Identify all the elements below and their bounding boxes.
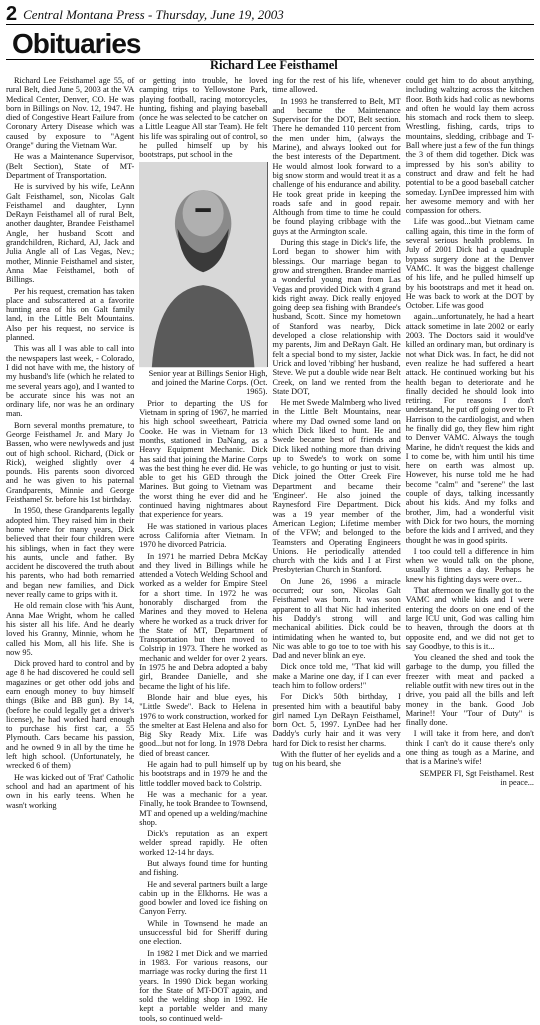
- paragraph: Life was good...but Vietnam came calling again, this time in the form of several serious health problems. In July of 2001 Dick had a quadruple bypass surgery done at the Denver VAMC. It was the biggest challenge of his life, and he pulled himself up by his bootstraps and met it head on. He was back to work at the DOT by October. Life was good: [405, 217, 534, 311]
- article-column-1: [6, 76, 134, 828]
- paragraph: I too could tell a difference in him when we would talk on the phone, usually 3 times a day. Perhaps he knew his fighting days were over...: [405, 546, 534, 584]
- paragraph: While in Townsend he made an unsuccessful bid for Sheriff during one election.: [139, 918, 268, 947]
- paragraph: He and several partners built a large cabin up in the Elkhorns. He was a good bowler and loved ice fishing on Canyon Ferry.: [139, 879, 268, 917]
- page-number: 2: [6, 3, 18, 25]
- paragraph: ing for the rest of his life, whenever time allowed.: [272, 76, 401, 95]
- paragraph: He met Swede Malmberg who lived in the Little Belt Mountains, near where my Dad owned some land on which Dick liked to hunt. He and Swede became best of friends and Dick liked nothing more than driving up to Swede's to work on some vehicle, to go hunting or just to visit. Dick joined the Otter Creek Fire Department and became their 'Engineer'. He also joined the Raynesford Fire Department. Dick was a 19 year member of the American Legion; Lifetime member of the VFW; and belonged to the Teamsters and Operating Engineers Unions. He periodically attended church with the kids and I at First Presbyterian Church in Stanford.: [272, 398, 401, 575]
- masthead-line: Central Montana Press - Thursday, June 19, 2003: [23, 7, 284, 22]
- paragraph: In 1993 he transferred to Belt, MT and became the Maintenance Supervisor for the DOT, Belt section. There he demanded 110 percent from the men under him, (always the Marine), and always looked out for the best interests of the Department. He would almost look forward to a big snow storm and would treat it as a challenge of his endurance and ability. He took great pride in keeping the roads safe and in good repair. Although from time to time he could be found playing cribbage with the guys at the Armington scale.: [272, 96, 401, 236]
- signature-line: SEMPER FI, Sgt Feisthamel. Rest in peace...: [419, 768, 534, 787]
- paragraph: You cleaned the shed and took the garbage to the dump, you filled the freezer with meat and packed a reliable outfit with new tires out in the drive, you paid all the bills and left money in the bank. Good Job Marine!! Your "Tour of Duty" is finally done.: [405, 653, 534, 728]
- paragraph: On June 26, 1996 a miracle occurred; our son, Nicolas Galt Feisthamel was born. It was soon apparent to all that Nic had inherited his Daddy's strong will and mechanical abilities. Dick could be intimidating when he wanted to, but Nic was able to go toe to toe with his Dad and never blink an eye.: [272, 576, 401, 661]
- paragraph: Dick once told me, "That kid will make a Marine one day, if I can ever teach him to follow orders!": [272, 662, 401, 690]
- section-banner: [6, 29, 534, 60]
- paragraph: He again had to pull himself up by his bootstraps and in 1979 he and the little toddler moved back to Colstrip.: [139, 760, 268, 788]
- paragraph: He old remain close with 'his Aunt, Anna Mae Wright, whom he called his sister all his life. And he dearly loved his Granny, Minnie, whom he called his Mom, all his life. She is now 95.: [6, 601, 135, 657]
- paragraph: With the flutter of her eyelids and a tug on his beard, she: [272, 750, 401, 769]
- paragraph: He was a mechanic for a year. Finally, he took Brandee to Townsend, MT and opened up a welding/machine shop.: [139, 789, 268, 827]
- paragraph: That afternoon we finally got to the VAMC and while kids and I were entering the doors on one end of the large ICU unit, God was calling him to heaven, through the doors at th opposite end, and we did not get to say Goodbye, to this is it...: [405, 586, 534, 651]
- paragraph: But always found time for hunting and fishing.: [139, 859, 268, 878]
- portrait-image: [139, 162, 267, 367]
- paragraph: Richard Lee Feisthamel age 55, of rural Belt, died June 5, 2003 at the VA Medical Center, Denver, CO. He was born in Billings on Nov. 12, 1947. He died of Congestive Heart Failure from Coronary Artery Disease which was caused by exposure to "Agent Orange" during the Vietnam War.: [6, 76, 135, 151]
- paragraph: In 1950, these Grandparents legally adopted him. They raised him in their home where for many years, Dick believed that their four children were his siblings, when in fact they were his aunts, uncle and father. By accident he discovered the truth about his parents, who had both remarried and began new families, and Dick never really came to grips with it.: [6, 506, 135, 600]
- article-columns: [6, 76, 534, 1023]
- obituary-headline: Richard Lee Feisthamel: [210, 58, 338, 72]
- article-column-3: [273, 76, 401, 828]
- portrait-photo: [139, 162, 267, 367]
- paragraph: He was stationed in various places across California after Vietnam. In 1970 he divorced Patricia.: [139, 521, 268, 550]
- paragraph: He was kicked out of 'Frat' Catholic school and had an apartment of his own in his early teens. When he wasn't working: [6, 772, 135, 810]
- section-title: Obituaries: [12, 28, 141, 59]
- paragraph: Dick's reputation as an expert welder spread rapidly. He often worked 12-14 hr days.: [139, 829, 268, 857]
- article-column-4: [406, 76, 534, 828]
- paragraph: In 1982 I met Dick and we married in 1983. For various reasons, our marriage was rocky during the first 11 years. In 1990 Dick began working for the State of MT-DOT again, and sold the welding shop in 1992. He kept a portable welder and many tools, so continued weld-: [139, 948, 268, 1023]
- paragraph: Dick proved hard to control and by age 8 he had discovered he could sell magazines or get other odd jobs and earn enough money to buy himself things (Bike and BB gun). By 14, (before he could legally get a driver's license), he had worked hard enough to purchase his first car, a 55 Plymouth. Cars became his passion, and he owned 9 in all by the time he left high school. (Unfortunately, he wrecked 6 of them): [6, 659, 135, 771]
- paragraph: For Dick's 50th birthday, I presented him with a beautiful baby girl named Lyn DeRayn Feisthamel, born Oct. 5, 1997. LynDee had her Daddy's curly hair and it was very hard for Dick to resist her charms.: [272, 692, 401, 748]
- paragraph: Born several months premature, to George Feisthamel Jr. and Mary Jo Bassen, who were newlyweds and just out of high school. Richard, (Dick or Rick), weighed slightly over 4 pounds. His parents soon divorced and he was given to his paternal Grandparents, Minnie and George Feisthamel Sr. before his 1st birthday.: [6, 420, 135, 505]
- paragraph: Per his request, cremation has taken place and subscattered at a favorite hunting area of his on Galt family land, in the Little Belt Mountains. Also per his request, no service is planned.: [6, 286, 135, 343]
- paragraph: could get him to do about anything, including waltzing across the kitchen floor. Both kids had colic as newborns and often he would lay them across his stomach and rock them to sleep. Wrestling, fishing, cards, trips to mountains, sledding, cribbage and T-Ball where just a few of the fun things the 3 of them did together. Dick was impressed by his son's ability to construct and draw and felt he had potential to be a good baseball catcher someday. LynDee impressed him with her awesome memory and with her compassion for others.: [405, 76, 534, 216]
- paragraph: again...unfortunately, he had a heart attack sometime in late 2002 or early 2003. The Doctors said it would've killed an ordinary man, but ordinary is not what Dick was. In fact, he did not even realize he had suffered a heart attack. He continued working but his health began to deteriorate and he finally decided he should look into retiring. For reasons I don't understand, he put off going over to Ft Harrison to the cardiologist, and when he finally did go, they flew him right to Denver VAMC. Always the tough Marine, he didn't request the kids and I to come be, with him until his time here on earth was almost up. However, his nurse told me he had become "calm" and "serene" the last couple of days, talking incessantly about his kids. And my folks and brother, Jim, had a wonderful visit with Dick for two hours, the morning before the kids and I arrived, and they thought he was in good spirits.: [405, 312, 534, 545]
- paragraph: Blonde hair and blue eyes, his "Little Swede". Back to Helena in 1976 to work construction, worked for the smelter at East Helena and also for Big Sky Ready Mix. Life was good...but not for long. In 1978 Debra died of breast cancer.: [139, 692, 268, 758]
- paragraph: In 1971 he married Debra McKay and they lived in Billings while he attended a Votech Welding School and worked as a welder for Empire Steel for a short time. In 1972 he was honorably discharged from the Marines and they moved to Helena where he worked as a truck driver for the State of MT, Department of Transportation but then moved to Colstrip in 1973. There he worked as mechanic and welder for over 2 years. In 1975 he and Debra adopted a baby girl, Brandee Danielle, and she became the light of his life.: [139, 551, 268, 691]
- paragraph: During this stage in Dick's life, the Lord began to shower him with blessings. Our marriage began to grow and strengthen. Brandee married a wonderful young man from Las Vegas and provided Dick with 4 grand kids right away. Dick really enjoyed going deep sea fishing with Brandee's husband, Scott. Since my hometown of Stanford was nearby, Dick developed a close relationship with my parents, Jim and DeRayn Galt. He felt a special bond to my sister, Jackie Urick and loved 'ribbing' her husband, Steve. We put a double wide near Belt Creek, on land we rented from the State DOT,: [272, 238, 401, 396]
- paragraph: or getting into trouble, he loved camping trips to Yellowstone Park, playing football, racing motorcycles, hunting, fishing and playing baseball (once he was selected to be catcher on a Little League All star Team). He felt his life was spiraling out of control, so he pulled himself up by his bootstraps, put school in the: [139, 76, 268, 160]
- paragraph: I will take it from here, and don't think I can't do it cause there's only one thing as tough as a Marine, and that is a Marine's wife!: [405, 729, 534, 767]
- photo-caption: Senior year at Billings Senior High, and joined the Marine Corps. (Oct. 1965).: [148, 368, 268, 397]
- page-header: [6, 4, 534, 25]
- article-column-2: [139, 76, 268, 1023]
- paragraph: He is survived by his wife, LeAnn Galt Feisthamel, son, Nicolas Galt Feisthamel and daughter, Lynn DeRayn Feisthamel all of rural Belt, another daughter, Brandee Feisthamel Angle, her husband Scott and grandchildren, Richard, AJ, Jack and Julia Angle all of Las Vegas, Nev.; mother, Minnie Feisthamel and sister, Anna Mae Feisthamel, both of Billings.: [6, 182, 135, 285]
- paragraph: He was a Maintenance Supervisor, (Belt Section), State of MT-Department of Transportation.: [6, 152, 135, 180]
- column-2-body: [139, 399, 267, 1025]
- paragraph: This was all I was able to call into the newspapers last week, - Colorado, I did not have with me, the history of my husband's life (which he related to me several years ago), and I wanted to be accurate since his was not an ordinary life, nor was he an ordinary man.: [6, 344, 135, 419]
- paragraph: Prior to departing the US for Vietnam in spring of 1967, he married his high school sweetheart, Patricia Cooke. He was in Vietnam for 13 months, stationed in DaNang, as a Heavy Equipment Mechanic. Dick has said that joining the Marine Corps was the best thing he ever did. He was able to get his GED through the Marines. But going to Vietnam was the worst thing he ever did and he continued having nightmares about that experience for years.: [139, 398, 268, 520]
